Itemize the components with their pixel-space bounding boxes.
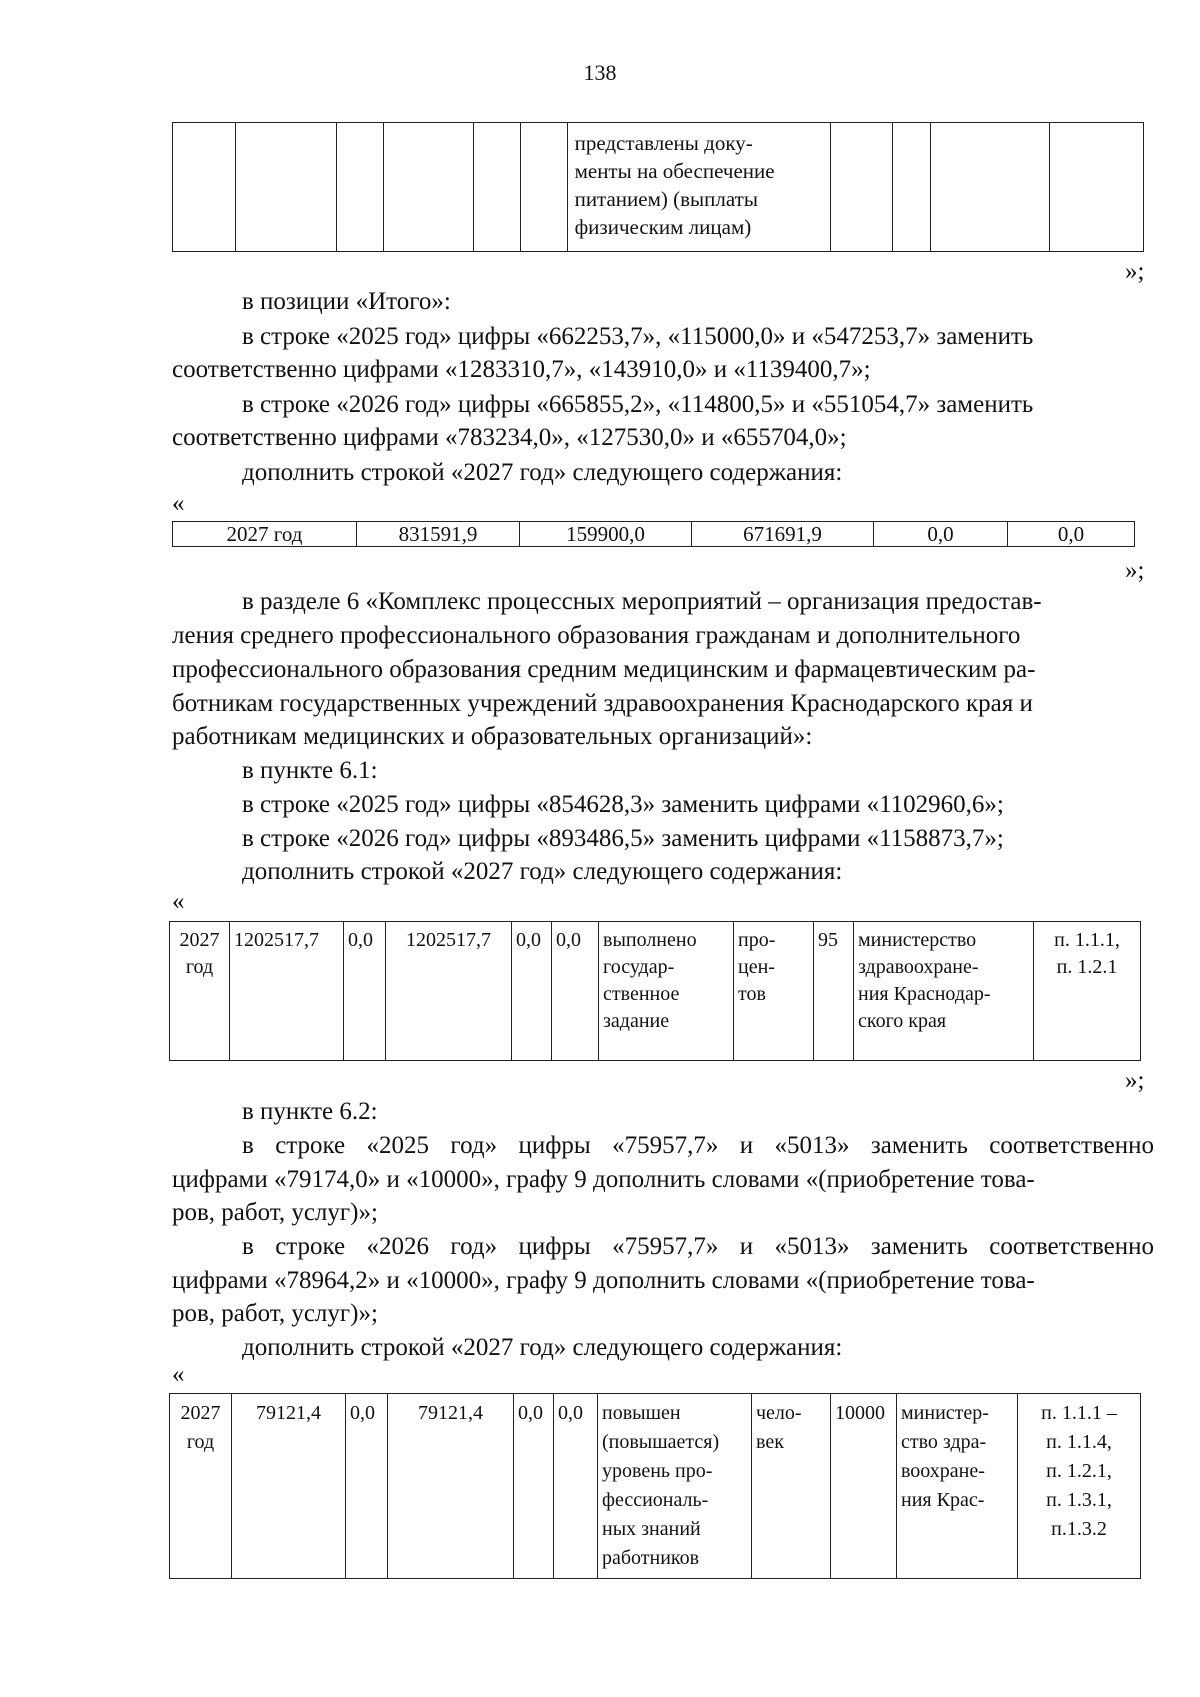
table-cell: 79121,4	[232, 1394, 346, 1579]
table-cell	[1049, 123, 1143, 252]
paragraph: профессионального образования средним медицинским и фармацевтическим ра-	[172, 656, 1036, 683]
table-cell	[474, 123, 521, 252]
paragraph: работникам медицинских и образовательных организаций»:	[172, 723, 813, 750]
data-table-itogo-2027	[172, 521, 1135, 547]
paragraph: ров, работ, услуг)»;	[172, 1300, 378, 1327]
paragraph: дополнить строкой «2027 год» следующего содержания:	[242, 858, 843, 885]
paragraph: в строке «2026 год» цифры «665855,2», «114800,5» и «551054,7» заменить	[242, 391, 1034, 418]
paragraph: в строке «2026 год» цифры «75957,7» и «5013» заменить соответственно	[242, 1233, 1154, 1260]
table-cell: 1202517,7	[230, 922, 344, 1061]
table-cell	[236, 123, 336, 252]
paragraph: в пункте 6.2:	[242, 1098, 378, 1125]
paragraph: ров, работ, услуг)»;	[172, 1199, 378, 1226]
table-cell	[892, 123, 930, 252]
paragraph: соответственно цифрами «783234,0», «127530,0» и «655704,0»;	[172, 424, 847, 451]
table-cell: министер- ство здра- воохране- ния Крас-	[897, 1394, 1018, 1579]
data-table-6-1-2027	[169, 921, 1141, 1061]
table-cell	[173, 123, 236, 252]
paragraph: в разделе 6 «Комплекс процессных мероприятий – организация предостав-	[242, 588, 1042, 615]
table-cell: выполнено государ- ственное задание	[599, 922, 734, 1061]
table-cell: 0,0	[344, 922, 386, 1061]
table-cell	[383, 123, 473, 252]
paragraph: дополнить строкой «2027 год» следующего содержания:	[242, 1334, 843, 1361]
table-cell: 0,0	[346, 1394, 388, 1579]
table-cell: 2027 год	[170, 1394, 232, 1579]
table-cell: 0,0	[512, 922, 552, 1061]
opening-quote: «	[172, 490, 185, 517]
page-number: 138	[583, 60, 617, 85]
table-cell: чело- век	[752, 1394, 831, 1579]
table-cell: 10000	[831, 1394, 897, 1579]
table-cell	[830, 123, 892, 252]
paragraph: в строке «2025 год» цифры «854628,3» заменить цифрами «1102960,6»;	[242, 791, 1004, 818]
table-cell: 0,0	[874, 522, 1008, 547]
table-cell: п. 1.1.1 – п. 1.1.4, п. 1.2.1, п. 1.3.1, п.1.3.2	[1018, 1394, 1141, 1579]
table-cell: 831591,9	[357, 522, 520, 547]
table-cell	[931, 123, 1049, 252]
paragraph: ботникам государственных учреждений здравоохранения Краснодарского края и	[172, 690, 1033, 717]
paragraph: ления среднего профессионального образования гражданам и дополнительного	[172, 622, 1021, 649]
table-cell: повышен (повышается) уровень про- фессиональ- ных знаний работников	[598, 1394, 752, 1579]
paragraph: соответственно цифрами «1283310,7», «143910,0» и «1139400,7»;	[172, 356, 871, 383]
table-cell: 159900,0	[520, 522, 692, 547]
table-cell: 2027 год	[170, 922, 230, 1061]
opening-quote: «	[172, 888, 185, 915]
table-cell: 0,0	[554, 1394, 598, 1579]
closing-quote: »;	[1125, 557, 1145, 584]
continuation-table	[172, 122, 1144, 252]
data-table-6-2-2027	[169, 1393, 1141, 1579]
table-cell	[521, 123, 567, 252]
table-cell: 671691,9	[692, 522, 874, 547]
table-cell: 79121,4	[388, 1394, 514, 1579]
closing-quote: »;	[1125, 258, 1145, 285]
table-cell: 2027 год	[173, 522, 357, 547]
table-cell: 95	[814, 922, 854, 1061]
paragraph: дополнить строкой «2027 год» следующего содержания:	[242, 459, 843, 486]
table-cell: министерство здравоохране- ния Краснодар- ского края	[854, 922, 1034, 1061]
paragraph: в пункте 6.1:	[242, 757, 378, 784]
table-cell: 1202517,7	[386, 922, 512, 1061]
closing-quote: »;	[1125, 1067, 1145, 1094]
table-cell: про- цен- тов	[734, 922, 814, 1061]
table-cell: п. 1.1.1, п. 1.2.1	[1034, 922, 1141, 1061]
paragraph: в строке «2025 год» цифры «662253,7», «115000,0» и «547253,7» заменить	[242, 323, 1034, 350]
paragraph: в позиции «Итого»:	[242, 288, 451, 315]
table-cell	[336, 123, 383, 252]
table-cell: 0,0	[552, 922, 599, 1061]
opening-quote: «	[172, 1361, 185, 1388]
table-cell-description: представлены доку- менты на обеспечение питанием) (выплаты физическим лицам)	[567, 123, 830, 252]
paragraph: в строке «2026 год» цифры «893486,5» заменить цифрами «1158873,7»;	[242, 825, 1004, 852]
table-cell: 0,0	[514, 1394, 554, 1579]
paragraph: цифрами «78964,2» и «10000», графу 9 дополнить словами «(приобретение това-	[172, 1267, 1035, 1294]
table-cell: 0,0	[1008, 522, 1135, 547]
paragraph: в строке «2025 год» цифры «75957,7» и «5013» заменить соответственно	[242, 1132, 1154, 1159]
paragraph: цифрами «79174,0» и «10000», графу 9 дополнить словами «(приобретение това-	[172, 1166, 1035, 1193]
